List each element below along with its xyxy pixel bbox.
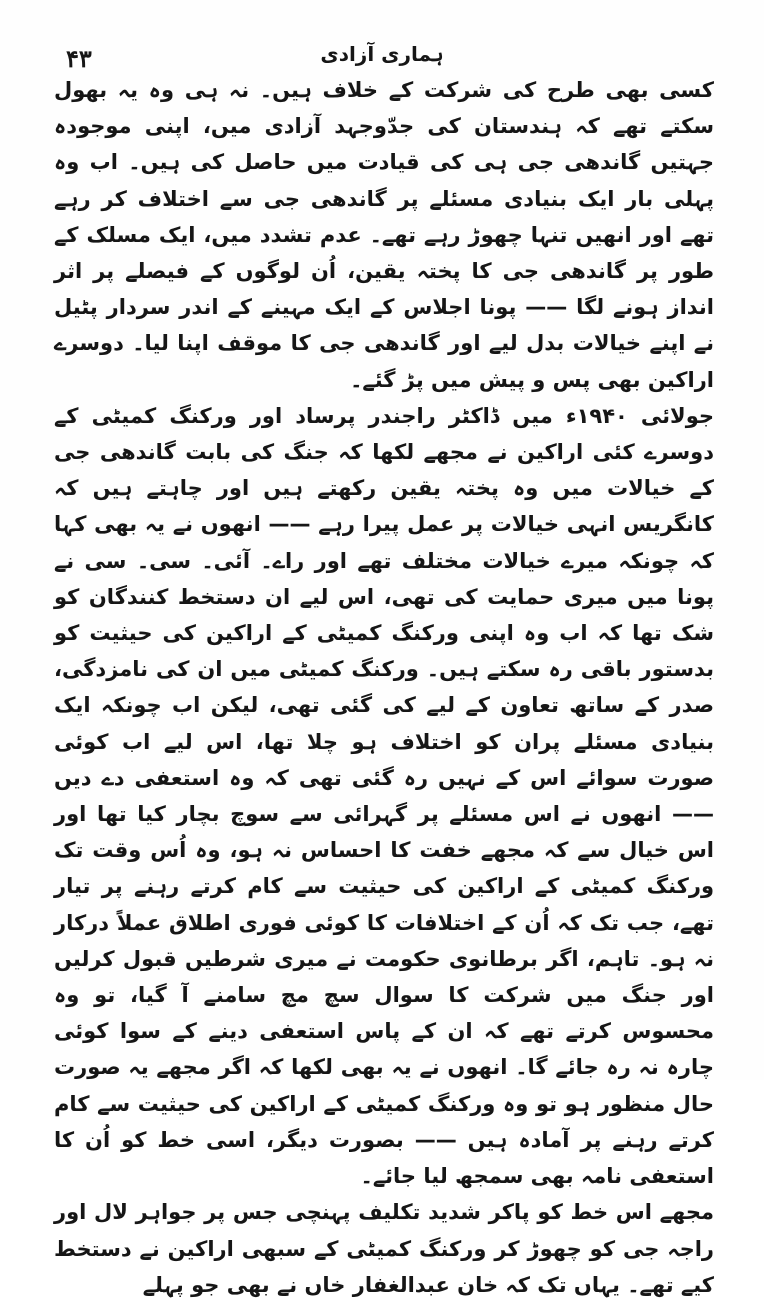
- paragraph: جولائی ۱۹۴۰ء میں ڈاکٹر راجندر پرساد اور ورکنگ کمیٹی کے دوسرے کئی اراکین نے مجھے لکھا کہ جنگ کی بابت گاندھی جی کے خیالات میں وہ پختہ یقین رکھتے ہیں اور چاہتے ہیں کہ کانگریس انہی خیالات پر عمل پیرا رہے —— انھوں نے یہ بھی کہا کہ چونکہ میرے خیالات مختلف تھے اور راے۔ آئی۔ سی۔ سی نے پونا میں میری حمایت کی تھی، اس لیے ان دستخط کنندگان کو شک تھا کہ اب وہ اپنی ورکنگ کمیٹی کے اراکین کی حیثیت کو بدستور باقی رہ سکتے ہیں۔ ورکنگ کمیٹی میں ان کی نامزدگی، صدر کے ساتھ تعاون کے لیے کی گئی تھی، لیکن اب چونکہ ایک بنیادی مسئلے پران کو اختلاف ہو چلا تھا، اس لیے اب کوئی صورت سوائے اس کے نہیں رہ گئی تھی کہ وہ استعفی دے دیں —— انھوں نے اس مسئلے پر گہرائی سے سوچ بچار کیا تھا اور اس خیال سے کہ مجھے خفت کا احساس نہ ہو، وہ اُس وقت تک ورکنگ کمیٹی کے اراکین کی حیثیت سے کام کرتے رہنے پر تیار تھے، جب تک کہ اُن کے اختلافات کا کوئی فوری اطلاق عملاً درکار نہ ہو۔ تاہم، اگر برطانوی حکومت نے میری شرطیں قبول کرلیں اور جنگ میں شرکت کا سوال سچ مچ سامنے آ گیا، تو وہ محسوس کرتے تھے کہ ان کے پاس استعفی دینے کے سوا کوئی چارہ نہ رہ جائے گا۔ انھوں نے یہ بھی لکھا کہ اگر مجھے یہ صورت حال منظور ہو تو وہ ورکنگ کمیٹی کے اراکین کی حیثیت سے کام کرتے رہنے پر آمادہ ہیں —— بصورت دیگر، اسی خط کو اُن کا استعفی نامہ بھی سمجھ لیا جائے۔: [54, 403, 714, 1189]
- running-head: ہماری آزادی: [320, 42, 444, 66]
- paragraph: کسی بھی طرح کی شرکت کے خلاف ہیں۔ نہ ہی وہ یہ بھول سکتے تھے کہ ہندستان کی جدّوجہد آزادی میں، اپنی موجودہ جہتیں گاندھی جی ہی کی قیادت میں حاصل کی ہیں۔ اب وہ پہلی بار ایک بنیادی مسئلے پر گاندھی جی سے اختلاف کر رہے تھے اور انھیں تنہا چھوڑ رہے تھے۔ عدم تشدد میں، ایک مسلک کے طور پر گاندھی جی کا پختہ یقین، اُن لوگوں کے فیصلے پر اثر انداز ہونے لگا —— پونا اجلاس کے ایک مہینے کے اندر سردار پٹیل نے اپنے خیالات بدل لیے اور گاندھی جی کا موقف اپنا لیا۔ دوسرے اراکین بھی پس و پیش میں پڑ گئے۔: [54, 78, 714, 392]
- page-number: ۴۳: [66, 44, 92, 73]
- paragraph: مجھے اس خط کو پاکر شدید تکلیف پہنچی جس پر جواہر لال اور راجہ جی کو چھوڑ کر ورکنگ کمیٹی کے سبھی اراکین نے دستخط کیے تھے۔ یہاں تک کہ خان عبدالغفار خاں نے بھی جو پہلے: [54, 1200, 714, 1297]
- page-body: [54, 72, 714, 1303]
